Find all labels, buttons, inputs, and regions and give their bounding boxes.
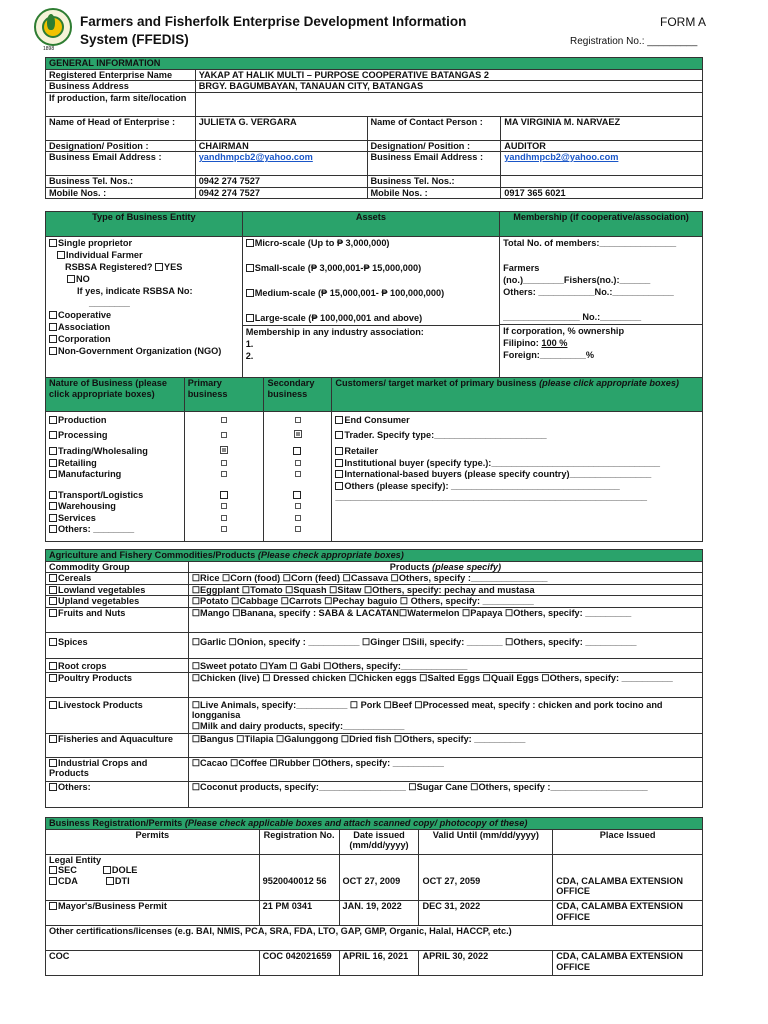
permits-table: [45, 817, 703, 976]
commodity-group: Fisheries and Aquaculture: [46, 733, 189, 757]
processing-checkbox[interactable]: [49, 431, 57, 439]
poultry-checkbox[interactable]: [49, 674, 57, 682]
commodity-group: Poultry Products: [46, 672, 189, 697]
form-header: [0, 0, 768, 56]
others-members-field[interactable]: Others: ___________No.:____________: [503, 287, 674, 297]
legal-entity-label: Legal Entity: [46, 854, 260, 865]
form-title: Farmers and Fisherfolk Enterprise Development Information System (FFEDIS): [80, 14, 467, 47]
others-nature-checkbox[interactable]: [49, 525, 57, 533]
sec-label: SEC: [58, 865, 77, 875]
lowland-veg-checkbox[interactable]: [49, 586, 57, 594]
primary-transport-checkbox[interactable]: [220, 491, 228, 499]
commodity-group: Industrial Crops and Products: [46, 757, 189, 781]
customers-heading: Customers/ target market of primary business (please click appropriate boxes): [332, 378, 703, 412]
rsbsa-yes-checkbox[interactable]: [155, 263, 163, 271]
field-label: Business Tel. Nos.:: [367, 176, 501, 188]
type-entity-heading: Type of Business Entity: [46, 212, 243, 237]
industry-association-label: Membership in any industry association:: [243, 325, 499, 338]
field-label: Designation/ Position :: [367, 140, 501, 152]
mayor-date-issued[interactable]: JAN. 19, 2022: [339, 901, 419, 926]
field-label: Business Email Address :: [367, 152, 501, 176]
institutional-buyer-checkbox[interactable]: [335, 459, 343, 467]
general-information-table: [45, 57, 703, 199]
head-designation[interactable]: CHAIRMAN: [195, 140, 367, 152]
registration-col-heading: Registration No.: [259, 829, 339, 854]
poultry-products[interactable]: ☐Chicken (live) ☐ Dressed chicken ☐Chicken eggs ☐Salted Eggs ☐Quail Eggs ☐Others, specify: __________: [188, 672, 702, 697]
fishers-field[interactable]: (no.)________Fishers(no.):______: [503, 275, 651, 285]
commodity-group: Upland vegetables: [46, 596, 189, 608]
assets-heading: Assets: [242, 212, 499, 237]
industry-association-1[interactable]: 1.: [245, 339, 254, 349]
fruits-nuts-products[interactable]: ☐Mango ☐Banana, specify : SABA & LACATAN☐Watermelon ☐Papaya ☐Others, specify: _________: [188, 607, 702, 632]
industrial-crops-products[interactable]: ☐Cacao ☐Coffee ☐Rubber ☐Others, specify: __________: [188, 757, 702, 781]
mayors-permit-checkbox[interactable]: [49, 902, 57, 910]
others-commodity-products[interactable]: ☐Coconut products, specify:_________________ ☐Sugar Cane ☐Others, specify :___________________: [188, 781, 702, 807]
contact-mobile[interactable]: 0917 365 6021: [501, 187, 703, 199]
corporation-label: Corporation: [58, 334, 111, 344]
spices-products[interactable]: ☐Garlic ☐Onion, specify : __________ ☐Ginger ☐Sili, specify: _______ ☐Others, specify: __________: [188, 632, 702, 658]
coc-date-issued[interactable]: APRIL 16, 2021: [339, 951, 419, 976]
cda-checkbox[interactable]: [49, 877, 57, 885]
commodity-group: Livestock Products: [46, 697, 189, 733]
international-buyer-label: International-based buyers (please specify country)________________: [344, 469, 652, 479]
fisheries-products[interactable]: ☐Bangus ☐Tilapia ☐Galunggong ☐Dried fish ☐Others, specify: __________: [188, 733, 702, 757]
secondary-trading-checkbox[interactable]: [293, 447, 301, 455]
end-consumer-label: End Consumer: [344, 415, 410, 425]
micro-scale-label: Micro-scale (Up to ₱ 3,000,000): [254, 238, 390, 248]
field-label: Business Email Address :: [46, 152, 196, 176]
head-name[interactable]: JULIETA G. VERGARA: [195, 116, 367, 140]
processing-label: Processing: [58, 429, 108, 440]
commodities-table: [45, 549, 703, 808]
association-label: Association: [58, 322, 111, 332]
department-of-agriculture-logo: [34, 8, 72, 46]
place-col-heading: Place Issued: [553, 829, 703, 854]
primary-trading-checkbox-checked[interactable]: [220, 446, 228, 454]
others-commodity-checkbox[interactable]: [49, 783, 57, 791]
nature-heading: Nature of Business (please click appropriate boxes): [46, 378, 185, 412]
mayor-place-issued[interactable]: CDA, CALAMBA EXTENSION OFFICE: [553, 901, 703, 926]
trading-label: Trading/Wholesaling: [58, 446, 148, 456]
field-label: Registered Enterprise Name: [46, 69, 196, 81]
field-label: Mobile Nos. :: [46, 187, 196, 199]
logo-year: 1898: [43, 46, 55, 52]
large-scale-label: Large-scale (₱ 100,000,001 and above): [254, 313, 423, 323]
coc-valid-until[interactable]: APRIL 30, 2022: [419, 951, 553, 976]
lowland-veg-products[interactable]: ☐Eggplant ☐Tomato ☐Squash ☐Sitaw ☐Others, specify: pechay and mustasa: [188, 584, 702, 596]
others-customer-label: Others (please specify): _________________________________: [344, 480, 620, 491]
transport-label: Transport/Logistics: [58, 489, 144, 500]
secondary-manufacturing-checkbox[interactable]: [295, 471, 301, 477]
fisheries-checkbox[interactable]: [49, 735, 57, 743]
yes-label: YES: [164, 262, 183, 272]
medium-scale-label: Medium-scale (₱ 15,000,001- ₱ 100,000,000): [254, 288, 445, 298]
rsbsa-label: RSBSA Registered?: [65, 262, 153, 272]
cda-place-issued[interactable]: CDA, CALAMBA EXTENSION OFFICE: [553, 876, 703, 901]
mayor-valid-until[interactable]: DEC 31, 2022: [419, 901, 553, 926]
primary-processing-checkbox[interactable]: [221, 432, 227, 438]
others-customer-checkbox[interactable]: [335, 482, 343, 490]
valid-col-heading: Valid Until (mm/dd/yyyy): [419, 829, 553, 854]
large-scale-checkbox[interactable]: [246, 314, 254, 322]
cda-label: CDA: [58, 875, 78, 886]
field-label: Mobile Nos. :: [367, 187, 501, 199]
field-label: If production, farm site/location: [46, 92, 196, 116]
ngo-checkbox[interactable]: [49, 347, 57, 355]
warehousing-checkbox[interactable]: [49, 502, 57, 510]
trader-label: Trader. Specify type:______________________: [344, 429, 547, 440]
retailer-label: Retailer: [344, 446, 379, 456]
registration-number: Registration No.: _________: [570, 36, 698, 47]
coc-registration-no[interactable]: COC 042021659: [259, 951, 339, 976]
small-scale-checkbox[interactable]: [246, 264, 254, 272]
cda-date-issued[interactable]: OCT 27, 2009: [339, 876, 419, 901]
mayor-registration-no[interactable]: 21 PM 0341: [259, 901, 339, 926]
contact-email-link[interactable]: yandhmpcb2@yahoo.com: [504, 152, 619, 162]
manufacturing-label: Manufacturing: [58, 469, 122, 479]
products-heading: Products (please specify): [188, 561, 702, 573]
business-address[interactable]: BRGY. BAGUMBAYAN, TANAUAN CITY, BATANGAS: [195, 81, 702, 93]
cooperative-checkbox[interactable]: [49, 311, 57, 319]
others-members-field-2[interactable]: _______________ No.:________: [503, 312, 642, 322]
nature-of-business-table: [45, 377, 703, 542]
dti-checkbox[interactable]: [106, 877, 114, 885]
commodity-group: Root crops: [46, 658, 189, 672]
cooperative-label: Cooperative: [58, 310, 112, 320]
trader-checkbox[interactable]: [335, 431, 343, 439]
field-label: Name of Head of Enterprise :: [46, 116, 196, 140]
farm-site[interactable]: [195, 92, 702, 116]
coc-place-issued[interactable]: CDA, CALAMBA EXTENSION OFFICE: [553, 951, 703, 976]
primary-warehousing-checkbox[interactable]: [221, 503, 227, 509]
upland-veg-products[interactable]: ☐Potato ☐Cabbage ☐Carrots ☐Pechay baguio ☐ Others, specify: __________: [188, 596, 702, 608]
field-label: Name of Contact Person :: [367, 116, 501, 140]
no-label: NO: [76, 274, 90, 284]
others-customer-line[interactable]: _____________________________________________________________: [335, 492, 648, 502]
others-nature-label: Others: ________: [58, 524, 135, 534]
primary-services-checkbox[interactable]: [221, 515, 227, 521]
commodity-group: Fruits and Nuts: [46, 607, 189, 632]
head-mobile[interactable]: 0942 274 7527: [195, 187, 367, 199]
secondary-processing-checkbox-checked[interactable]: [294, 430, 302, 438]
head-email-link[interactable]: yandhmpcb2@yahoo.com: [198, 152, 313, 162]
commodity-group-heading: Commodity Group: [46, 561, 189, 573]
ngo-label: Non-Government Organization (NGO): [58, 346, 222, 356]
section-heading: GENERAL INFORMATION: [46, 58, 703, 70]
commodity-group: Cereals: [46, 573, 189, 585]
individual-farmer-checkbox[interactable]: [57, 251, 65, 259]
secondary-transport-checkbox[interactable]: [293, 491, 301, 499]
mayors-permit-label: Mayor's/Business Permit: [58, 901, 167, 911]
upland-veg-checkbox[interactable]: [49, 597, 57, 605]
individual-farmer-label: Individual Farmer: [66, 250, 143, 260]
services-checkbox[interactable]: [49, 514, 57, 522]
foreign-ownership[interactable]: Foreign:_________%: [503, 350, 595, 360]
fruits-nuts-checkbox[interactable]: [49, 609, 57, 617]
dti-label: DTI: [114, 875, 130, 886]
secondary-heading: Secondary business: [264, 378, 332, 412]
production-label: Production: [58, 415, 107, 425]
international-buyer-checkbox[interactable]: [335, 470, 343, 478]
commodity-group: Others:: [46, 781, 189, 807]
other-certifications-label: Other certifications/licenses (e.g. BAI, NMIS, PCA, SRA, FDA, LTO, GAP, GMP, Organic, Halal, HACCP, etc.): [46, 926, 703, 951]
association-checkbox[interactable]: [49, 323, 57, 331]
form-label: FORM A: [660, 15, 707, 29]
trading-checkbox[interactable]: [49, 447, 57, 455]
enterprise-name[interactable]: YAKAP AT HALIK MULTI – PURPOSE COOPERATIVE BATANGAS 2: [195, 69, 702, 81]
total-members[interactable]: Total No. of members:_______________: [503, 238, 677, 248]
membership-heading: Membership (if cooperative/association): [500, 212, 703, 237]
medium-scale-checkbox[interactable]: [246, 289, 254, 297]
sec-checkbox[interactable]: [49, 866, 57, 874]
commodities-heading: Agriculture and Fishery Commodities/Products (Please check appropriate boxes): [46, 550, 703, 562]
warehousing-label: Warehousing: [58, 501, 116, 511]
cda-registration-no[interactable]: 9520040012 56: [259, 876, 339, 901]
end-consumer-checkbox[interactable]: [335, 416, 343, 424]
head-tel[interactable]: 0942 274 7527: [195, 176, 367, 188]
small-scale-label: Small-scale (₱ 3,000,001-₱ 15,000,000): [254, 263, 422, 273]
primary-manufacturing-checkbox[interactable]: [221, 471, 227, 477]
secondary-retailing-checkbox[interactable]: [295, 460, 301, 466]
commodity-group: Spices: [46, 632, 189, 658]
contact-designation[interactable]: AUDITOR: [501, 140, 703, 152]
livestock-checkbox[interactable]: [49, 701, 57, 709]
transport-checkbox[interactable]: [49, 491, 57, 499]
spices-checkbox[interactable]: [49, 638, 57, 646]
cereals-products[interactable]: ☐Rice ☐Corn (food) ☐Corn (feed) ☐Cassava ☐Others, specify :_______________: [188, 573, 702, 585]
field-label: Business Tel. Nos.:: [46, 176, 196, 188]
filipino-label: Filipino:: [503, 338, 539, 348]
micro-scale-checkbox[interactable]: [246, 239, 254, 247]
filipino-ownership[interactable]: 100 %: [541, 338, 568, 348]
contact-tel[interactable]: [501, 176, 703, 188]
farmers-label: Farmers: [503, 263, 540, 273]
cereals-checkbox[interactable]: [49, 574, 57, 582]
retailing-label: Retailing: [58, 457, 97, 468]
rsbsa-no-checkbox[interactable]: [67, 275, 75, 283]
permits-col-heading: Permits: [46, 829, 260, 854]
date-col-heading: Date issued (mm/dd/yyyy): [339, 829, 419, 854]
secondary-production-checkbox[interactable]: [295, 417, 301, 423]
field-label: Business Address: [46, 81, 196, 93]
field-label: Designation/ Position :: [46, 140, 196, 152]
industry-association-2[interactable]: 2.: [245, 351, 254, 361]
rsbsa-number-blank[interactable]: ________: [89, 298, 130, 308]
rsbsa-number-label: If yes, indicate RSBSA No:: [77, 286, 193, 296]
root-crops-products[interactable]: ☐Sweet potato ☐Yam ☐ Gabi ☐Others, specify:_____________: [188, 658, 702, 672]
primary-heading: Primary business: [184, 378, 264, 412]
coc-label: COC: [46, 951, 260, 976]
single-proprietor-checkbox[interactable]: [49, 239, 57, 247]
primary-others-checkbox[interactable]: [221, 526, 227, 532]
root-crops-checkbox[interactable]: [49, 662, 57, 670]
single-proprietor-label: Single proprietor: [58, 238, 133, 248]
retailing-checkbox[interactable]: [49, 459, 57, 467]
manufacturing-checkbox[interactable]: [49, 470, 57, 478]
permits-heading: Business Registration/Permits (Please check applicable boxes and attach scanned copy/ photocopy of these): [46, 818, 703, 830]
dole-checkbox[interactable]: [103, 866, 111, 874]
primary-production-checkbox[interactable]: [221, 417, 227, 423]
cda-valid-until[interactable]: OCT 27, 2059: [419, 876, 553, 901]
secondary-others-checkbox[interactable]: [295, 526, 301, 532]
retailer-checkbox[interactable]: [335, 447, 343, 455]
business-entity-table: [45, 211, 703, 382]
dole-label: DOLE: [111, 865, 138, 875]
corporation-checkbox[interactable]: [49, 335, 57, 343]
secondary-services-checkbox[interactable]: [295, 515, 301, 521]
primary-retailing-checkbox[interactable]: [221, 460, 227, 466]
institutional-buyer-label: Institutional buyer (specify type.):_________________________________: [344, 457, 660, 468]
commodity-group: Lowland vegetables: [46, 584, 189, 596]
livestock-products[interactable]: ☐Live Animals, specify:__________ ☐ Pork ☐Beef ☐Processed meat, specify : chicken and pork tocino and longganisa ☐Milk and dairy products, specify:____________: [188, 697, 702, 733]
industrial-crops-checkbox[interactable]: [49, 759, 57, 767]
services-label: Services: [58, 512, 96, 523]
ownership-label: If corporation, % ownership: [500, 324, 702, 337]
secondary-warehousing-checkbox[interactable]: [295, 503, 301, 509]
production-checkbox[interactable]: [49, 416, 57, 424]
contact-name[interactable]: MA VIRGINIA M. NARVAEZ: [501, 116, 703, 140]
